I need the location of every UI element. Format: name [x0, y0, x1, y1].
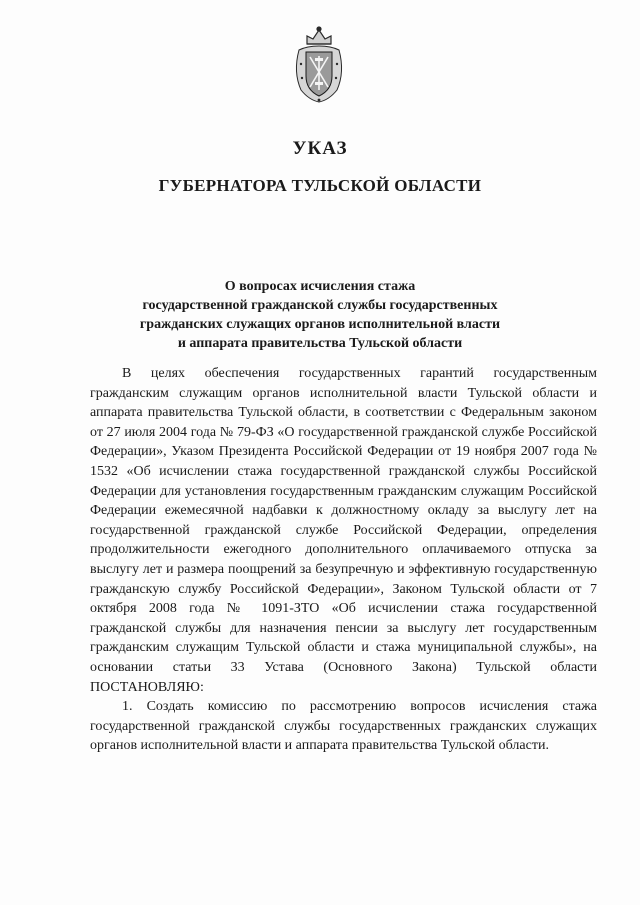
- subject-line: О вопросах исчисления стажа: [224, 279, 416, 294]
- issuer-title: ГУБЕРНАТОРА ТУЛЬСКОЙ ОБЛАСТИ: [158, 176, 482, 195]
- document-type-title: УКАЗ: [292, 138, 348, 159]
- document-body: [90, 364, 597, 756]
- subject-line: государственной гражданской службы государственных: [142, 298, 498, 313]
- subject-line: и аппарата правительства Тульской области: [177, 336, 463, 351]
- document-subject: [80, 277, 560, 353]
- preamble-paragraph: В целях обеспечения государственных гарантий государственным гражданским служащим органов исполнительной власти Тульской области и аппарата правительства Тульской области, в соответствии с Федеральным законом от 27 июля 2004 года № 79-ФЗ «О государственной гражданской службе Российской Федерации», Указом Президента Российской Федерации от 19 ноября 2007 года № 1532 «Об исчислении стажа государственной гражданской службы Российской Федерации для установления государственным гражданским служащим Российской Федерации ежемесячной надбавки к должностному окладу за выслугу лет на государственной гражданской службе Российской Федерации, определения продолжительности ежегодного дополнительного оплачиваемого отпуска за выслугу лет и размера поощрений за безупречную и эффективную государственную гражданскую службу Российской Федерации», Законом Тульской области от 7 октября 2008 года № 1091-ЗТО «Об исчислении стажа государственной гражданской службы для назначения пенсии за выслугу лет государственным гражданским служащим Тульской области и стажа муниципальной службы», на основании статьи 33 Устава (Основного Закона) Тульской области ПОСТАНОВЛЯЮ:: [90, 366, 597, 695]
- item-1-paragraph: 1. Создать комиссию по рассмотрению вопросов исчисления стажа государственной гражданской службы государственных гражданских служащих органов исполнительной власти и аппарата правительства Тульской области.: [90, 699, 597, 754]
- subject-line: гражданских служащих органов исполнительной власти: [139, 317, 501, 332]
- tula-coat-of-arms-icon: [291, 24, 347, 104]
